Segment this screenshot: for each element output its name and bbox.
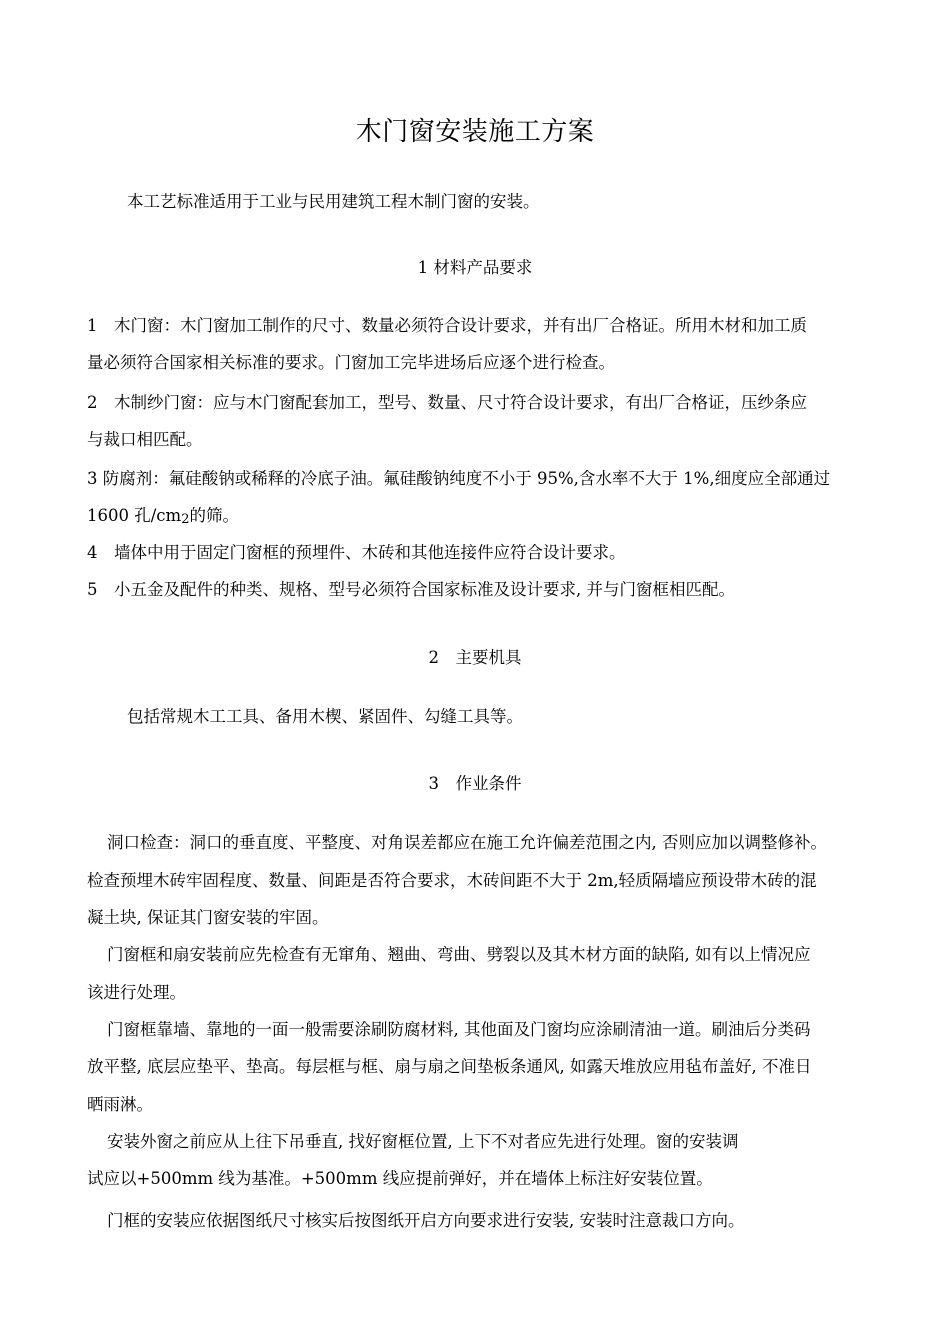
section-1-heading: 1 材料产品要求 — [417, 258, 533, 277]
intro-paragraph: 本工艺标准适用于工业与民用建筑工程木制门窗的安装。 — [127, 192, 540, 211]
section-1-item-2-line-2: 与裁口相匹配。 — [87, 430, 203, 449]
section-1-item-1-line-2: 量必须符合国家相关标准的要求。门窗加工完毕进场后应逐个进行检查。 — [87, 353, 615, 372]
section-1-item-2-line-1: 2 木制纱门窗：应与木门窗配套加工，型号、数量、尺寸符合设计要求，有出厂合格证，压纱条应 — [87, 393, 807, 412]
section-2-heading: 2 主要机具 — [428, 648, 522, 667]
section-1-item-4: 4 墙体中用于固定门窗框的预埋件、木砖和其他连接件应符合设计要求。 — [87, 543, 626, 562]
section-3-paragraph-1-line-3: 凝土块, 保证其门窗安装的牢固。 — [87, 908, 329, 927]
section-1-item-3-tail: 的筛。 — [189, 506, 239, 525]
section-3-paragraph-2-line-2: 该进行处理。 — [87, 983, 186, 1002]
section-1-item-3-unit-subscript: 2 — [181, 512, 190, 527]
section-1-item-3-line-1: 3 防腐剂：氟硅酸钠或稀释的冷底子油。氟硅酸钠纯度不小于 95%,含水率不大于 1%,细度应全部通过 — [87, 469, 831, 488]
section-3-paragraph-1-line-1: 洞口检查：洞口的垂直度、平整度、对角误差都应在施工允许偏差范围之内, 否则应加以调整修补。 — [107, 833, 827, 852]
section-3-paragraph-3-line-2: 放平整, 底层应垫平、垫高。每层框与框、扇与扇之间垫板条通风, 如露天堆放应用毡布盖好, 不准日 — [87, 1057, 812, 1076]
section-3-paragraph-2-line-1: 门窗框和扇安装前应先检查有无窜角、翘曲、弯曲、劈裂以及其木材方面的缺陷, 如有以上情况应 — [107, 945, 811, 964]
section-2-body: 包括常规木工工具、备用木楔、紧固件、勾缝工具等。 — [127, 707, 523, 726]
section-3-paragraph-3-line-3: 晒雨淋。 — [87, 1095, 153, 1114]
section-1-item-1-line-1: 1 木门窗：木门窗加工制作的尺寸、数量必须符合设计要求，并有出厂合格证。所用木材和加工质 — [87, 316, 807, 335]
section-3-paragraph-3-line-1: 门窗框靠墙、靠地的一面一般需要涂刷防腐材料, 其他面及门窗均应涂刷清油一道。刷油后分类码 — [107, 1020, 811, 1039]
section-3-paragraph-4-line-1: 安装外窗之前应从上往下吊垂直, 找好窗框位置, 上下不对者应先进行处理。窗的安装调 — [107, 1132, 739, 1151]
section-3-heading: 3 作业条件 — [428, 774, 522, 793]
section-1-item-3-line-2 — [87, 504, 950, 532]
section-3-paragraph-4-line-2: 试应以+500mm 线为基准。+500mm 线应提前弹好，并在墙体上标注好安装位置。 — [87, 1169, 713, 1188]
section-3-paragraph-5-line-1: 门框的安装应依据图纸尺寸核实后按图纸开启方向要求进行安装, 安装时注意裁口方向。 — [107, 1211, 745, 1230]
section-1-item-3-unit: 1600 孔/cm — [87, 506, 182, 525]
section-1-item-5: 5 小五金及配件的种类、规格、型号必须符合国家标准及设计要求, 并与门窗框相匹配。 — [87, 580, 735, 599]
section-3-paragraph-1-line-2: 检查预埋木砖牢固程度、数量、间距是否符合要求，木砖间距不大于 2m,轻质隔墙应预设带木砖的混 — [87, 871, 817, 890]
document-title: 木门窗安装施工方案 — [355, 117, 595, 147]
